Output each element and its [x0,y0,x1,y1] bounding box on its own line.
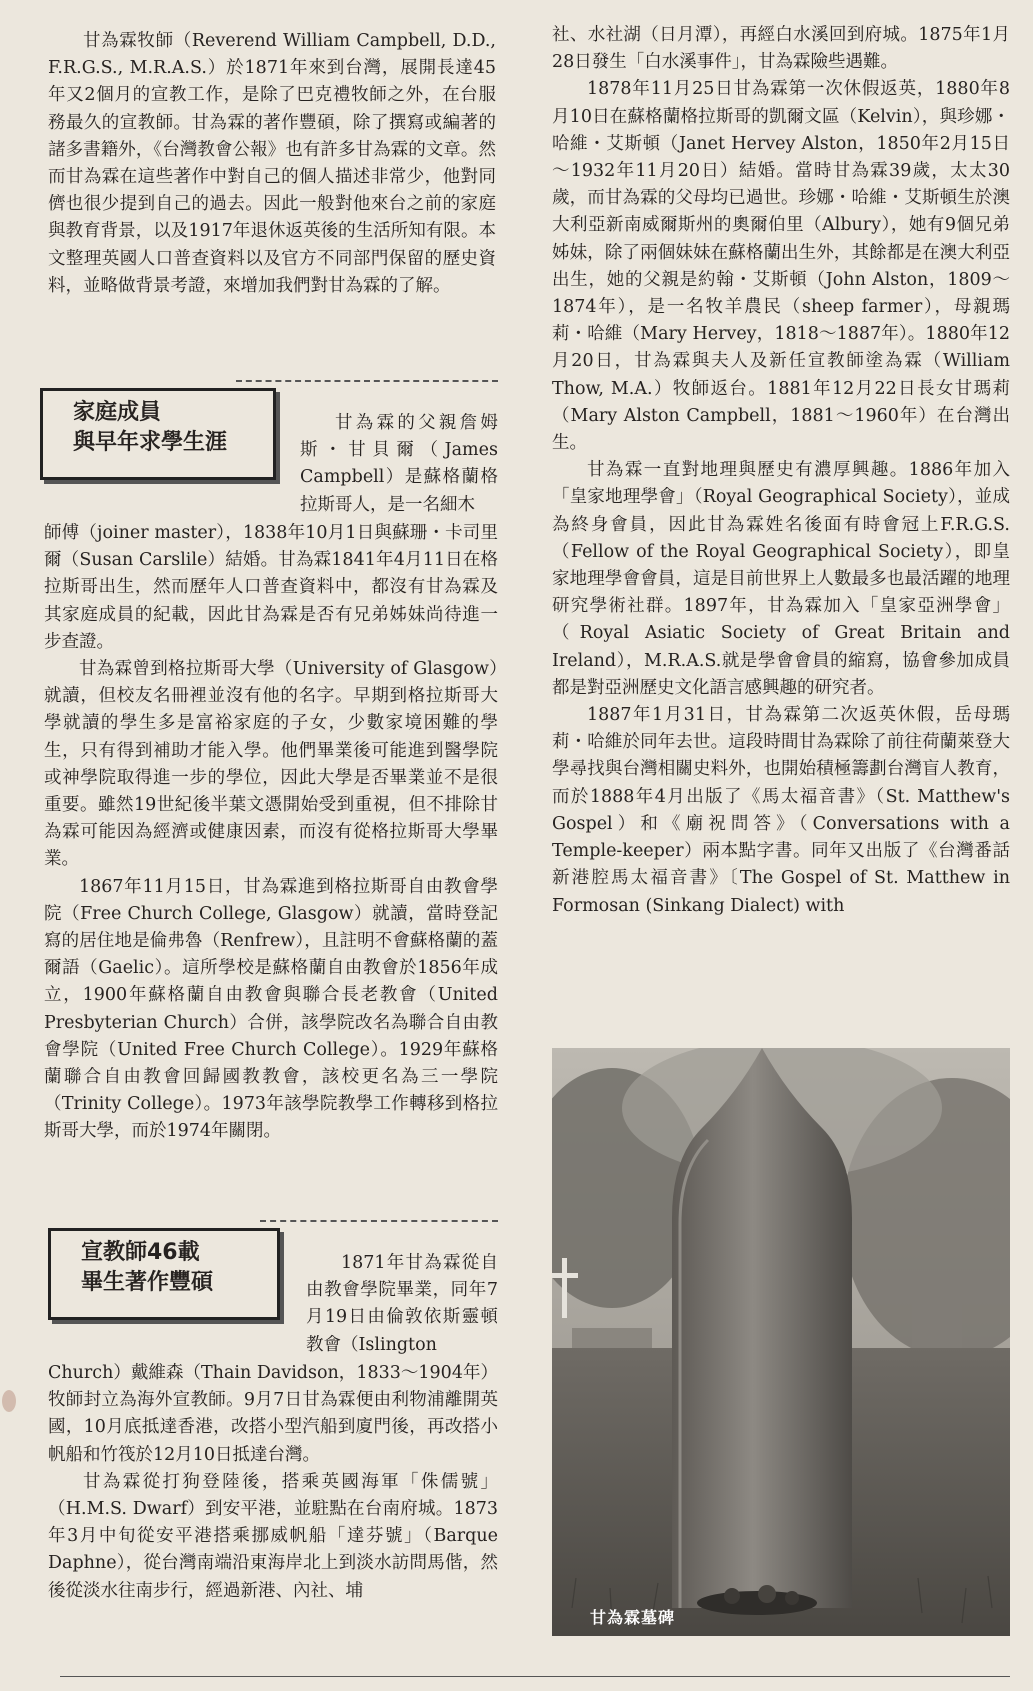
tombstone-photo [552,1048,1010,1636]
bottom-rule [60,1676,1010,1677]
photo-caption: 甘為霖墓碑 [590,1608,676,1627]
section2-heading-line1: 宣教師46載 [81,1240,200,1265]
right-paragraph2: 甘為霖一直對地理與歷史有濃厚興趣。1886年加入「皇家地理學會」（Royal Geographical Society），並成為終身會員，因此甘為霖姓名後面有時會冠上F.R.G.S.（Fellow of the Royal Geographical Society），即皇家地理學會會員，這是目前世界上人數最多也最活躍的地理研究學術社群。1897年，甘為霖加入「皇家亞洲學會」（Royal Asiatic Society of Great Britain and Ireland），M.R.A.S.就是學會會員的縮寫，協會參加成員都是對亞洲歷史文化語言感興趣的研究者。 [552,460,1010,698]
right-column-text [552,22,1010,920]
section2-side-text: 1871年甘為霖從自由教會學院畢業，同年7月19日由倫敦依斯靈頓教會（Islington [306,1253,498,1355]
section2-body [48,1360,498,1605]
section1-continued: 師傅（joiner master），1838年10月1日與蘇珊・卡司里爾（Susan Carslile）結婚。甘為霖1841年4月11日在格拉斯哥出生，然而歷年人口普查資料中，都沒有甘為霖及其家庭成員的紀載，因此甘為霖是否有兄弟姊妹尚待進一步查證。 [44,523,498,652]
section1-paragraph2: 甘為霖曾到格拉斯哥大學（University of Glasgow）就讀，但校友名冊裡並沒有他的名字。早期到格拉斯哥大學就讀的學生多是富裕家庭的子女，少數家境困難的學生，只有得到補助才能入學。他們畢業後可能進到醫學院或神學院取得進一步的學位，因此大學是否畢業並不是很重要。雖然19世紀後半葉文憑開始受到重視，但不排除甘為霖可能因為經濟或健康因素，而沒有從格拉斯哥大學畢業。 [44,659,498,870]
section1-side-text: 甘為霖的父親詹姆斯・甘貝爾（James Campbell）是蘇格蘭格拉斯哥人，是一名細木 [300,413,498,515]
section2-divider [260,1220,498,1222]
section1-divider [236,380,498,382]
tombstone-illustration [552,1048,1010,1636]
intro-text [48,28,496,300]
section1-heading [40,388,276,480]
paper-stain [2,1390,16,1412]
section1-paragraph3: 1867年11月15日，甘為霖進到格拉斯哥自由教會學院（Free Church College, Glasgow）就讀，當時登記寫的居住地是倫弗魯（Renfrew），且註明不會蘇格蘭的蓋爾語（Gaelic）。這所學校是蘇格蘭自由教會於1856年成立，1900年蘇格蘭自由教會與聯合長老教會（United Presbyterian Church）合併，該學院改名為聯合自由教會學院（United Free Church College）。1929年蘇格蘭聯合自由教會回歸國教教會，該校更名為三一學院（Trinity College）。1973年該學院教學工作轉移到格拉斯哥大學，而於1974年關閉。 [44,876,498,1142]
section2-heading [48,1228,280,1320]
section2-continued: Church）戴維森（Thain Davidson，1833～1904年）牧師封立為海外宣教師。9月7日甘為霖便由利物浦離開英國，10月底抵達香港，改搭小型汽船到廈門後，再改搭小帆船和竹筏於12月10日抵達台灣。 [48,1363,498,1465]
section1-body [44,520,498,1146]
section2-heading-line2: 畢生著作豐碩 [81,1270,214,1295]
right-continued: 社、水社湖（日月潭），再經白水溪回到府城。1875年1月28日發生「白水溪事件」，甘為霖險些遇難。 [552,25,1010,73]
section1-heading-line1: 家庭成員 [73,400,162,425]
section1-heading-line2: 與早年求學生涯 [73,430,228,455]
section2-paragraph2: 甘為霖從打狗登陸後，搭乘英國海軍「侏儒號」（H.M.S. Dwarf）到安平港，並駐點在台南府城。1873年3月中旬從安平港搭乘挪威帆船「達芬號」（Barque Daphne），從台灣南端沿東海岸北上到淡水訪問馬偕，然後從淡水往南步行，經過新港、內社、埔 [48,1471,498,1601]
intro-paragraph: 甘為霖牧師（Reverend William Campbell, D.D., F.R.G.S., M.R.A.S.）於1871年來到台灣，展開長達45年又2個月的宣教工作，是除了巴克禮牧師之外，在台服務最久的宣教師。甘為霖的著作豐碩，除了撰寫或編著的諸多書籍外，《台灣教會公報》也有許多甘為霖的文章。然而甘為霖在這些著作中對自己的個人描述非常少，他對同儕也很少提到自己的過去。因此一般對他來台之前的家庭與教育背景，以及1917年退休返英後的生活所知有限。本文整理英國人口普查資料以及官方不同部門保留的歷史資料，並略做背景考證，來增加我們對甘為霖的了解。 [48,31,496,296]
right-paragraph1: 1878年11月25日甘為霖第一次休假返英，1880年8月10日在蘇格蘭格拉斯哥的凱爾文區（Kelvin），與珍娜・哈維・艾斯頓（Janet Hervey Alston，1850年2月15日～1932年11月20日）結婚。當時甘為霖39歲，太太30歲，而甘為霖的父母均已過世。珍娜・哈維・艾斯頓生於澳大利亞新南威爾斯州的奧爾伯里（Albury），她有9個兄弟姊妹，除了兩個妹妹在蘇格蘭出生外，其餘都是在澳大利亞出生，她的父親是約翰・艾斯頓（John Alston，1809～1874年），是一名牧羊農民（sheep farmer），母親瑪莉・哈維（Mary Hervey，1818～1887年）。1880年12月20日，甘為霖與夫人及新任宣教師塗為霖（William Thow, M.A.）牧師返台。1881年12月22日長女甘瑪莉（Mary Alston Campbell，1881～1960年）在台灣出生。 [552,79,1010,454]
right-paragraph3: 1887年1月31日，甘為霖第二次返英休假，岳母瑪莉・哈維於同年去世。這段時間甘為霖除了前往荷蘭萊登大學尋找與台灣相關史料外，也開始積極籌劃台灣盲人教育，而於1888年4月出版了《馬太福音書》（St. Matthew's Gospel）和《廟祝問答》（Conversations with a Temple-keeper）兩本點字書。同年又出版了《台灣番話新港腔馬太福音書》〔The Gospel of St. Matthew in Formosan (Sinkang Dialect) with [552,705,1010,916]
